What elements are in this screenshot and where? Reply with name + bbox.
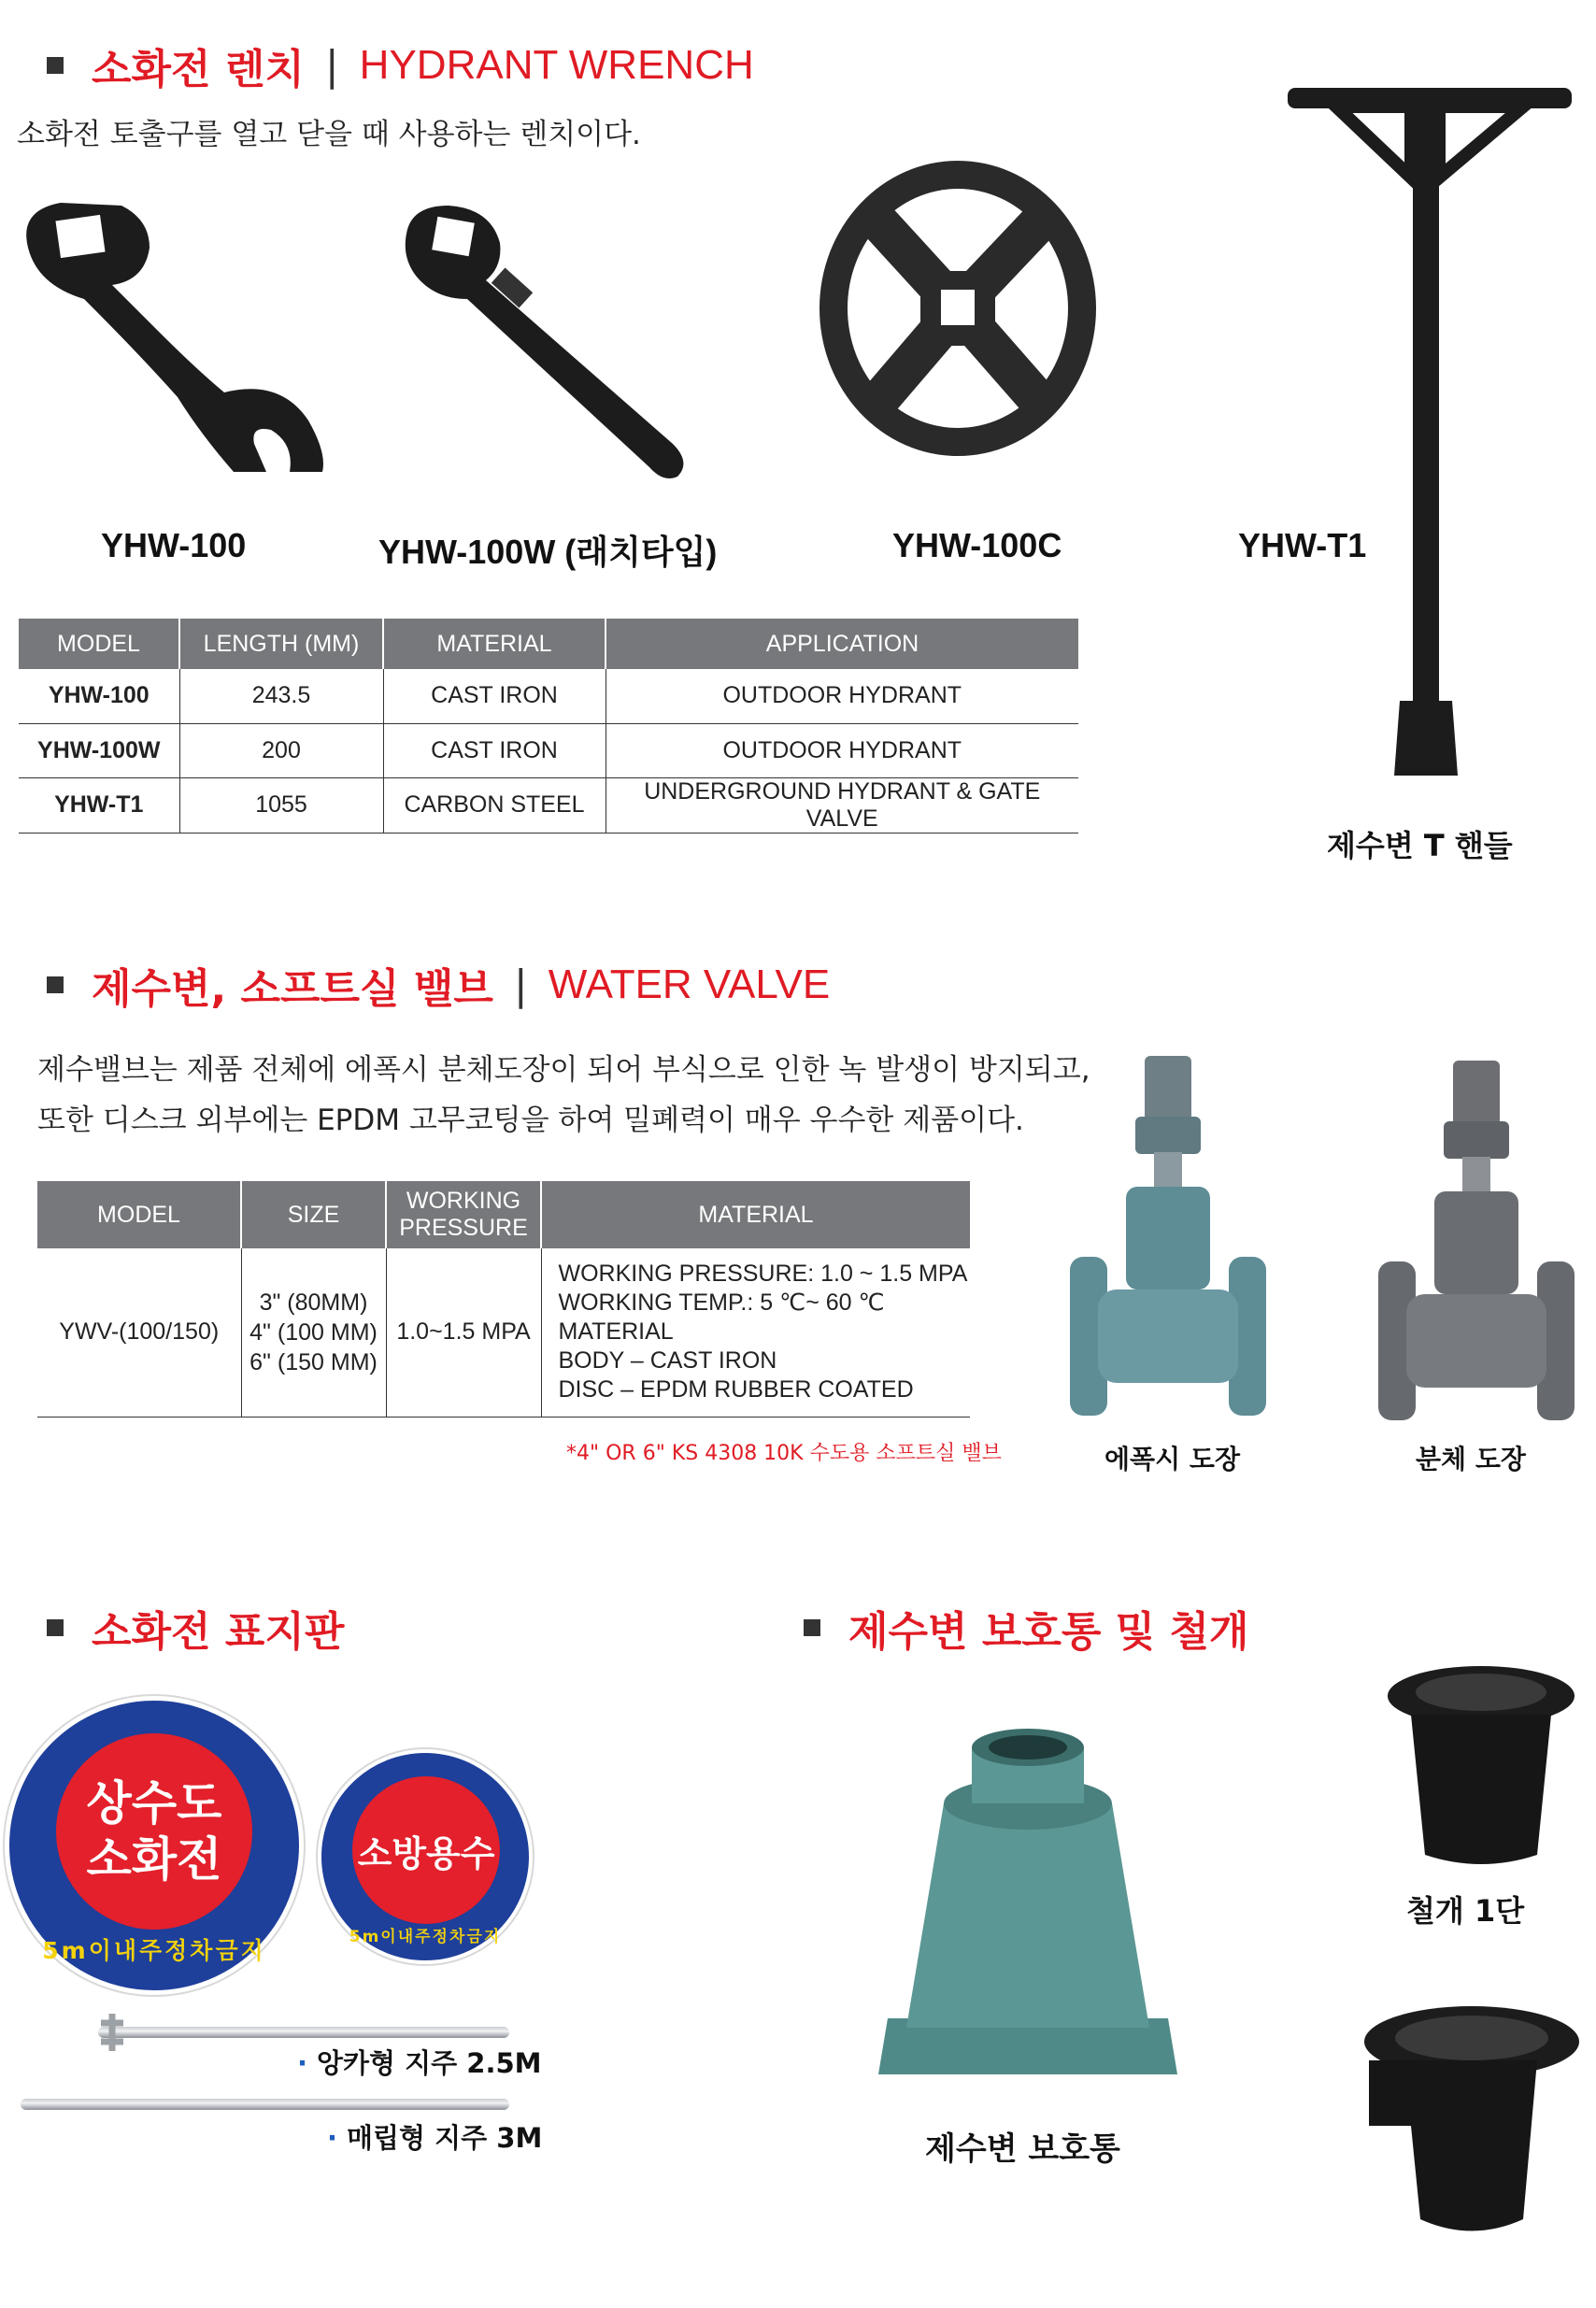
size-value: 4" (100 MM) [249,1318,378,1346]
section2-title-en: WATER VALVE [548,962,831,1007]
section2-description-line1: 제수밸브는 제품 전체에 에폭시 분체도장이 되어 부식으로 인한 녹 발생이 방지되고, [37,1053,1090,1087]
material-value: 5 ℃~ 60 ℃ [753,1289,885,1317]
table-header: MATERIAL [541,1181,970,1248]
table-header: APPLICATION [606,619,1078,669]
table-cell: CARBON STEEL [383,777,606,833]
cast-cover-image-bottom [1350,1995,1589,2247]
t-handle-image [1280,84,1579,794]
valve-spec-table [37,1181,970,1418]
section2-title [47,955,830,1015]
wrench-yhw100w-image [392,192,729,481]
valve-protective-box-image [869,1719,1187,2112]
material-key: BODY – CAST IRON [558,1347,777,1375]
table-cell: CAST IRON [383,723,606,777]
valve-caption-powder: 분체 도장 [1416,1444,1526,1475]
material-key: WORKING PRESSURE: [558,1261,815,1288]
buried-pole-image [21,2099,509,2110]
title-separator: | [513,961,528,1009]
valve-epoxy-image [1061,1051,1275,1425]
valve-pressure-cell: 1.0~1.5 MPA [386,1248,541,1417]
valve-caption-epoxy: 에폭시 도장 [1104,1444,1240,1475]
valve-powder-image [1369,1056,1584,1430]
protective-box-caption: 제수변 보호통 [925,2130,1120,2168]
table-header: LENGTH (MM) [179,619,383,669]
wrench-spec-table [19,619,1078,833]
table-cell: YHW-100W [19,723,179,777]
table-cell: UNDERGROUND HYDRANT & GATE VALVE [606,777,1078,833]
table-header: WORKING PRESSURE [386,1181,541,1248]
bullet-dot-icon: · [327,2122,338,2154]
sign-text-line1: 상수도 [86,1776,222,1831]
table-row [37,1248,970,1417]
table-row [19,669,1078,723]
cast-cover-image-top [1378,1659,1584,1873]
table-cell: YHW-T1 [19,777,179,833]
table-row [19,723,1078,777]
table-cell: 200 [179,723,383,777]
hydrant-sign-large [5,1696,304,1995]
size-value: 3" (80MM) [259,1289,368,1316]
sign-ring-text: 5m이내주정차금지 [42,1937,266,1964]
sign-text-line2: 소화전 [86,1832,222,1887]
section4-title-kr: 제수변 보호통 및 철개 [848,1608,1249,1656]
section2-title-kr: 제수변, 소프트실 밸브 [92,965,493,1013]
pole-label-text: 매립형 지주 3M [347,2122,543,2154]
table-header: MATERIAL [383,619,606,669]
table-header: MODEL [19,619,179,669]
material-key: MATERIAL [558,1318,674,1346]
size-value: 6" (150 MM) [249,1348,378,1375]
section1-description: 소화전 토출구를 열고 닫을 때 사용하는 렌치이다. [17,118,641,151]
table-row [19,777,1078,833]
product-label-yhw100: YHW-100 [101,526,247,564]
bullet-square-icon [47,57,64,74]
pole-label-buried [327,2117,542,2156]
bullet-square-icon [47,1619,64,1636]
valve-size-cell [241,1248,386,1417]
product-label-yhw100w: YHW-100W (래치타입) [378,533,718,571]
material-value: 1.0 ~ 1.5 MPA [814,1261,968,1288]
section1-title-kr: 소화전 렌치 [92,46,305,93]
material-key: WORKING TEMP.: [558,1289,754,1317]
title-separator: | [324,41,339,90]
section1-title [47,36,754,95]
table-cell: CAST IRON [383,669,606,723]
cover-caption: 철개 1단 [1406,1893,1525,1929]
product-label-yhwt1: YHW-T1 [1238,526,1367,564]
anchor-plate-icon [93,2009,131,2056]
sign-text-line1: 소방용수 [357,1832,495,1874]
sign-ring-text: 5m이내주정차금지 [349,1928,502,1946]
table-cell: OUTDOOR HYDRANT [606,723,1078,777]
wheel-yhw100c-image [813,154,1103,463]
section4-title [804,1598,1249,1658]
material-key: DISC – EPDM RUBBER COATED [558,1376,914,1403]
valve-model-cell: YWV-(100/150) [37,1248,241,1417]
wrench-yhw100-image [9,192,346,481]
table-header: SIZE [241,1181,386,1248]
section2-description-line2: 또한 디스크 외부에는 EPDM 고무코팅을 하여 밀폐력이 매우 우수한 제품이다. [37,1104,1024,1137]
table-cell: 1055 [179,777,383,833]
valve-footnote: *4" OR 6" KS 4308 10K 수도용 소프트실 밸브 [566,1442,1002,1465]
hydrant-sign-small [318,1749,533,1964]
table-header: MODEL [37,1181,241,1248]
bullet-dot-icon: · [297,2047,308,2079]
bullet-square-icon [804,1619,820,1636]
pole-label-text: 앙카형 지주 2.5M [317,2047,542,2079]
table-cell: YHW-100 [19,669,179,723]
table-cell: OUTDOOR HYDRANT [606,669,1078,723]
sign-red-center [352,1776,500,1924]
bullet-square-icon [47,976,64,993]
anchor-pole-image [98,2027,509,2038]
table-cell: 243.5 [179,669,383,723]
t-handle-caption: 제수변 T 핸들 [1327,828,1513,863]
product-label-yhw100c: YHW-100C [892,526,1062,564]
section3-title [47,1598,344,1658]
sign-red-center [56,1733,252,1930]
valve-material-cell [541,1248,970,1417]
section1-title-en: HYDRANT WRENCH [359,42,754,88]
pole-label-anchor [297,2043,542,2081]
section3-title-kr: 소화전 표지판 [92,1608,345,1656]
